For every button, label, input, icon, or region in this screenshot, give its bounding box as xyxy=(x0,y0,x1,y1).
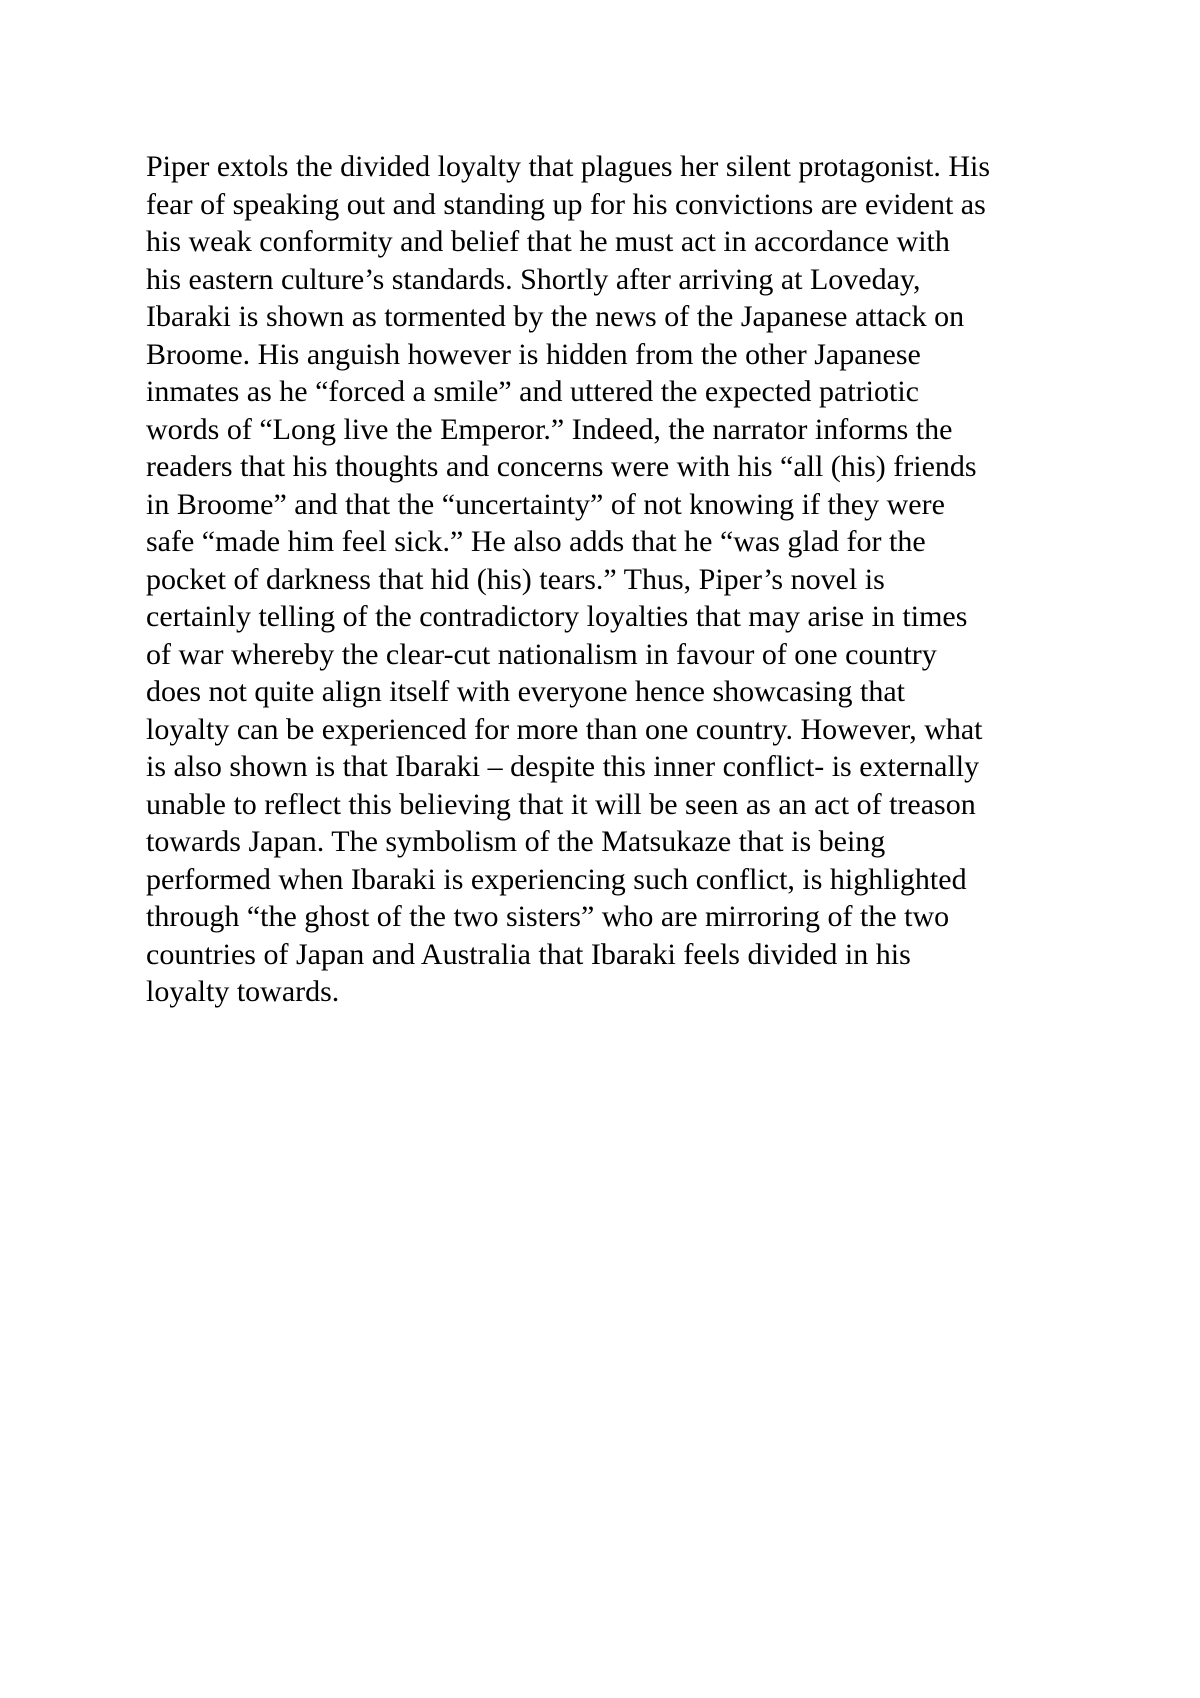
paragraph-line: readers that his thoughts and concerns were with his “all (his) friends xyxy=(146,450,977,483)
paragraph-line: words of “Long live the Emperor.” Indeed, the narrator informs the xyxy=(146,412,953,446)
paragraph-line: through “the ghost of the two sisters” who are mirroring of the two xyxy=(146,900,950,933)
paragraph-line: certainly telling of the contradictory loyalties that may arise in times xyxy=(146,600,968,633)
paragraph-line: performed when Ibaraki is experiencing such conflict, is highlighted xyxy=(146,862,967,896)
paragraph-line: is also shown is that Ibaraki – despite this inner conflict- is externally xyxy=(146,750,980,783)
paragraph-line: countries of Japan and Australia that Ibaraki feels divided in his xyxy=(146,937,911,971)
paragraph-line: Ibaraki is shown as tormented by the news of the Japanese attack on xyxy=(146,300,965,333)
paragraph-line: Piper extols the divided loyalty that plagues her silent protagonist. His xyxy=(146,150,991,183)
paragraph-line: of war whereby the clear-cut nationalism in favour of one country xyxy=(146,637,937,671)
paragraph-line: towards Japan. The symbolism of the Matsukaze that is being xyxy=(146,825,886,858)
paragraph-line: in Broome” and that the “uncertainty” of not knowing if they were xyxy=(146,487,945,521)
paragraph-line: does not quite align itself with everyone hence showcasing that xyxy=(146,675,905,708)
paragraph-line: Broome. His anguish however is hidden from the other Japanese xyxy=(146,337,921,371)
paragraph-line: unable to reflect this believing that it will be seen as an act of treason xyxy=(146,787,976,821)
paragraph-line: loyalty can be experienced for more than one country. However, what xyxy=(146,712,983,746)
paragraph-line: his eastern culture’s standards. Shortly after arriving at Loveday, xyxy=(146,262,921,296)
paragraph-line: loyalty towards. xyxy=(146,975,340,1008)
paragraph-line: inmates as he “forced a smile” and uttered the expected patriotic xyxy=(146,375,919,408)
paragraph-line: his weak conformity and belief that he must act in accordance with xyxy=(146,225,950,258)
paragraph-line: pocket of darkness that hid (his) tears.” Thus, Piper’s novel is xyxy=(146,562,885,596)
body-paragraph xyxy=(146,148,1106,1011)
paragraph-line: safe “made him feel sick.” He also adds that he “was glad for the xyxy=(146,525,926,558)
paragraph-line: fear of speaking out and standing up for his convictions are evident as xyxy=(146,187,986,221)
